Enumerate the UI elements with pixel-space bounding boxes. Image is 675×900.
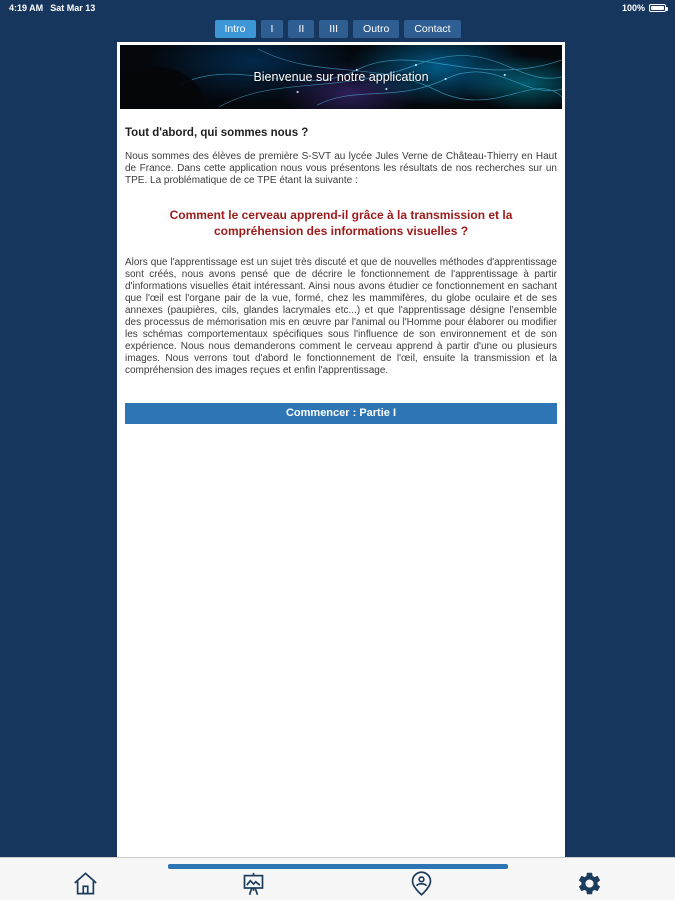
hero-title: Bienvenue sur notre application bbox=[253, 70, 429, 84]
content-page bbox=[117, 42, 565, 857]
status-bar bbox=[0, 0, 675, 16]
home-icon[interactable] bbox=[72, 870, 99, 897]
settings-gear-icon[interactable] bbox=[576, 870, 603, 897]
battery-icon bbox=[649, 4, 666, 12]
progress-indicator bbox=[168, 864, 508, 869]
intro-paragraph: Nous sommes des élèves de première S-SVT au lycée Jules Verne de Château-Thierry en Haut de France. Dans cette application nous vous présentons les résultats de nos recherches sur un TPE. La problématique de ce TPE étant la suivante : bbox=[125, 151, 557, 186]
tab-outro[interactable]: Outro bbox=[353, 20, 399, 39]
status-time-date bbox=[9, 3, 102, 13]
start-part-1-button[interactable]: Commencer : Partie I bbox=[125, 403, 557, 424]
status-date: Sat Mar 13 bbox=[50, 3, 96, 13]
battery-percent: 100% bbox=[621, 3, 645, 13]
tab-part-1[interactable]: I bbox=[261, 20, 284, 39]
section-heading: Tout d'abord, qui sommes nous ? bbox=[125, 127, 309, 139]
person-pin-icon[interactable] bbox=[408, 870, 435, 897]
page-body bbox=[120, 127, 562, 424]
tab-part-2[interactable]: II bbox=[288, 20, 314, 39]
tab-contact[interactable]: Contact bbox=[404, 20, 460, 39]
tab-part-3[interactable]: III bbox=[319, 20, 348, 39]
status-time: 4:19 AM bbox=[9, 3, 44, 13]
tab-intro[interactable]: Intro bbox=[215, 20, 256, 39]
gallery-easel-icon[interactable] bbox=[240, 870, 267, 897]
body-paragraph: Alors que l'apprentissage est un sujet très discuté et que de nouvelles méthodes d'apprentissage sont créés, nous avons pensé que de décrire le fonctionnement de l'apprentissage à partir d'informations visuelles était intéressant. Ainsi nous avons étudier ce fonctionnement en sachant que l'œil est l'organe pair de la vue, formé, chez les mammifères, du globe oculaire et de ses annexes (paupières, cils, glandes lacrymales etc...) et que l'apprentissage désigne l'ensemble des processus de mémorisation mis en œuvre par l'animal ou l'Homme pour élaborer ou modifier les schémas comportementaux spécifiques sous l'influence de son environnement et de son expérience. Nous nous demanderons comment le cerveau apprend à partir d'une ou plusieurs images. Nous verrons tout d'abord le fonctionnement de l'œil, ensuite la transmission et la compréhension des images reçues et enfin l'apprentissage. bbox=[125, 257, 557, 376]
status-battery-group bbox=[622, 3, 666, 13]
research-question: Comment le cerveau apprend-il grâce à la transmission et la compréhension des informations visuelles ? bbox=[169, 208, 513, 238]
hero-banner bbox=[120, 45, 562, 109]
nav-tabs bbox=[0, 16, 675, 42]
